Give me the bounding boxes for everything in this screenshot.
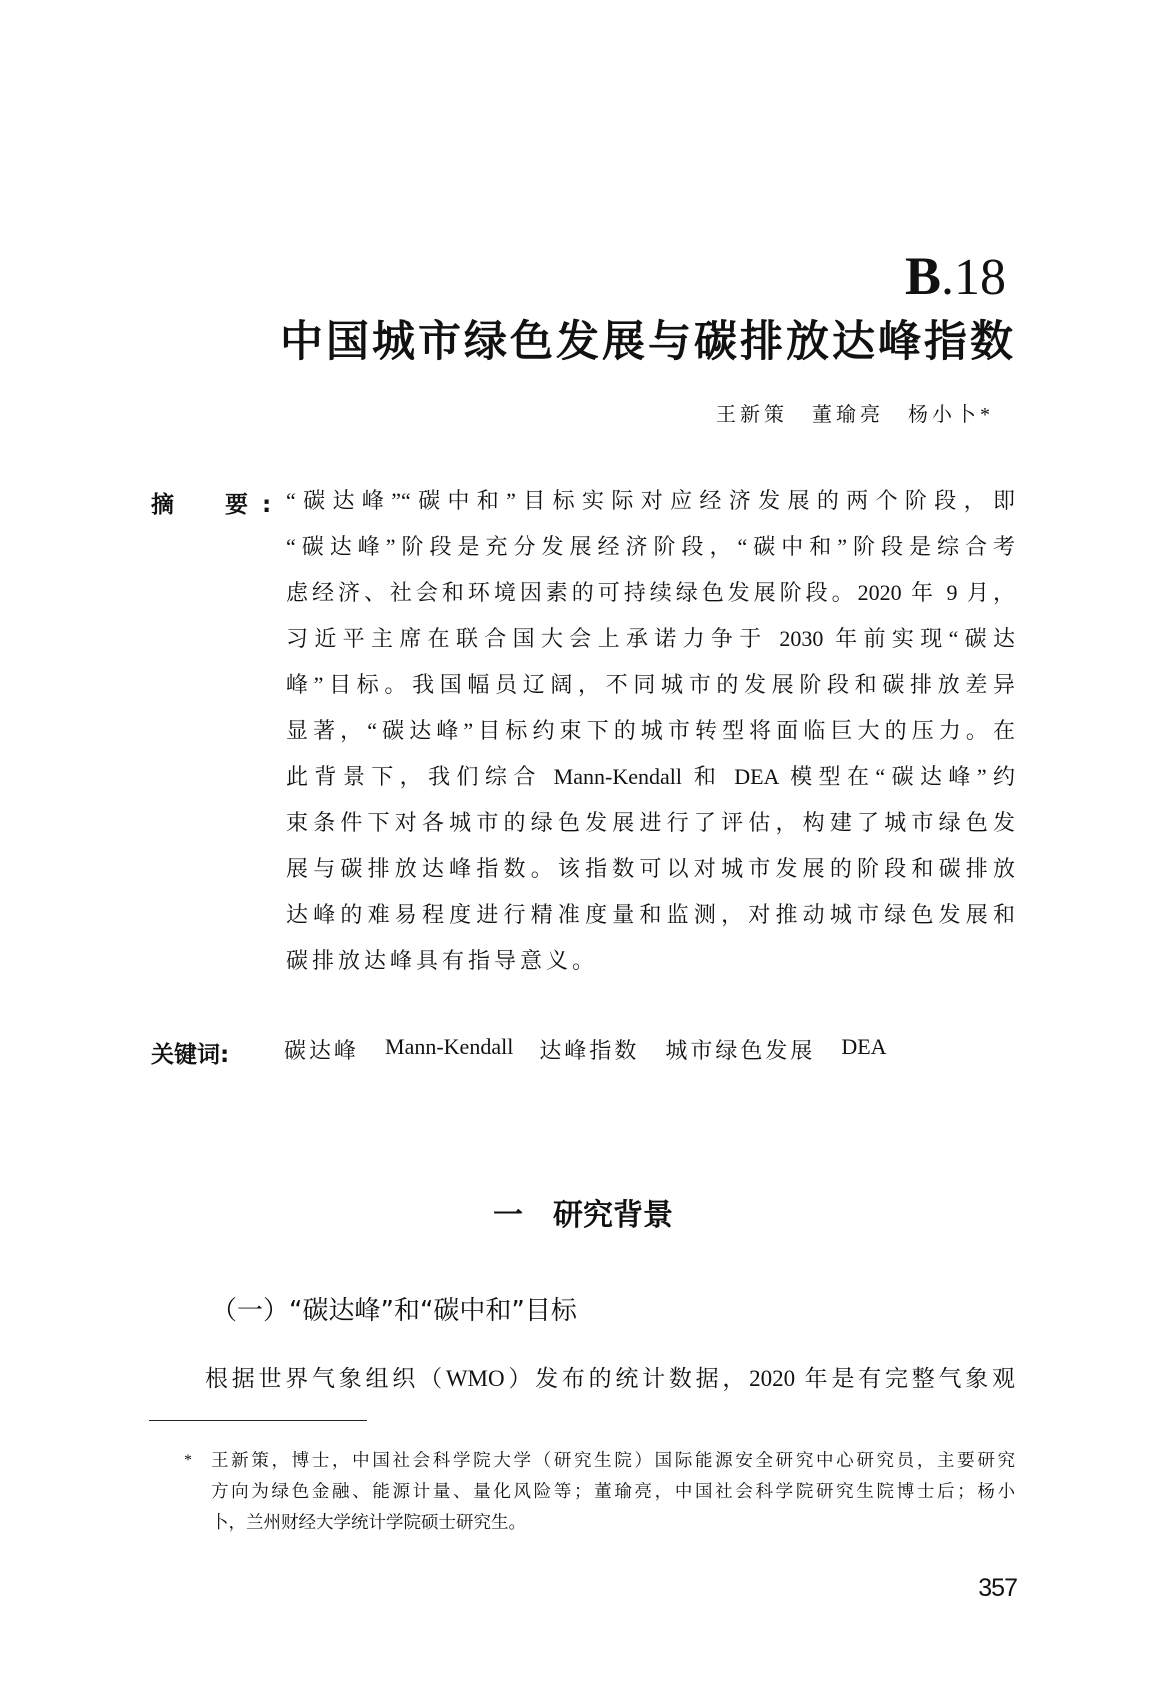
subsection-heading: （一）“碳达峰”和“碳中和”目标 <box>211 1296 577 1326</box>
abstract-line: 此背景下，我们综合 Mann-Kendall 和 DEA 模型在“碳达峰”约 <box>286 764 1015 789</box>
abstract-line: 峰”目标。我国幅员辽阔，不同城市的发展阶段和碳排放差异 <box>286 672 1015 697</box>
abstract-body <box>286 478 1015 984</box>
abstract-line: “碳达峰”阶段是充分发展经济阶段，“碳中和”阶段是综合考 <box>286 534 1015 559</box>
keyword: 达峰指数 <box>539 1038 640 1063</box>
keyword: DEA <box>841 1034 887 1059</box>
keyword: 城市绿色发展 <box>665 1038 816 1063</box>
section-heading: 一 研究背景 <box>493 1198 673 1233</box>
body-paragraph: 根据世界气象组织（WMO）发布的统计数据，2020 年是有完整气象观 <box>205 1366 1015 1391</box>
page-title: 中国城市绿色发展与碳排放达峰指数 <box>280 317 1016 367</box>
authors: 王新策 董瑜亮 杨小卜* <box>716 404 994 426</box>
footnote <box>211 1446 1015 1539</box>
footnote-line: 卜，兰州财经大学统计学院硕士研究生。 <box>211 1513 526 1533</box>
abstract-line: 习近平主席在联合国大会上承诺力争于 2030 年前实现“碳达 <box>286 626 1015 651</box>
footnote-marker: * <box>184 1452 192 1469</box>
chapter-number <box>905 246 1006 308</box>
abstract-line: 展与碳排放达峰指数。该指数可以对城市发展的阶段和碳排放 <box>286 856 1015 881</box>
keywords-label: 关键词: <box>151 1042 230 1068</box>
keyword: 碳达峰 <box>284 1038 360 1063</box>
abstract-label: 摘 要: <box>151 492 286 518</box>
footnote-line: 王新策，博士，中国社会科学院大学（研究生院）国际能源安全研究中心研究员，主要研究 <box>211 1451 1015 1471</box>
abstract-line: 达峰的难易程度进行精准度量和监测，对推动城市绿色发展和 <box>286 902 1015 927</box>
abstract-line: 束条件下对各城市的绿色发展进行了评估，构建了城市绿色发 <box>286 810 1015 835</box>
page-number: 357 <box>978 1574 1017 1602</box>
footnote-line: 方向为绿色金融、能源计量、量化风险等；董瑜亮，中国社会科学院研究生院博士后；杨小 <box>211 1482 1015 1502</box>
abstract-line: “碳达峰”“碳中和”目标实际对应经济发展的两个阶段，即 <box>286 488 1015 513</box>
abstract-line: 虑经济、社会和环境因素的可持续绿色发展阶段。2020 年 9 月， <box>286 580 1015 605</box>
keywords-list <box>284 1034 887 1065</box>
chapter-digits: .18 <box>941 249 1006 306</box>
chapter-letter: B <box>904 246 941 306</box>
abstract-line: 碳排放达峰具有指导意义。 <box>286 948 599 973</box>
keyword: Mann-Kendall <box>385 1034 514 1059</box>
abstract-line: 显著，“碳达峰”目标约束下的城市转型将面临巨大的压力。在 <box>286 718 1015 743</box>
footnote-divider <box>149 1420 367 1421</box>
